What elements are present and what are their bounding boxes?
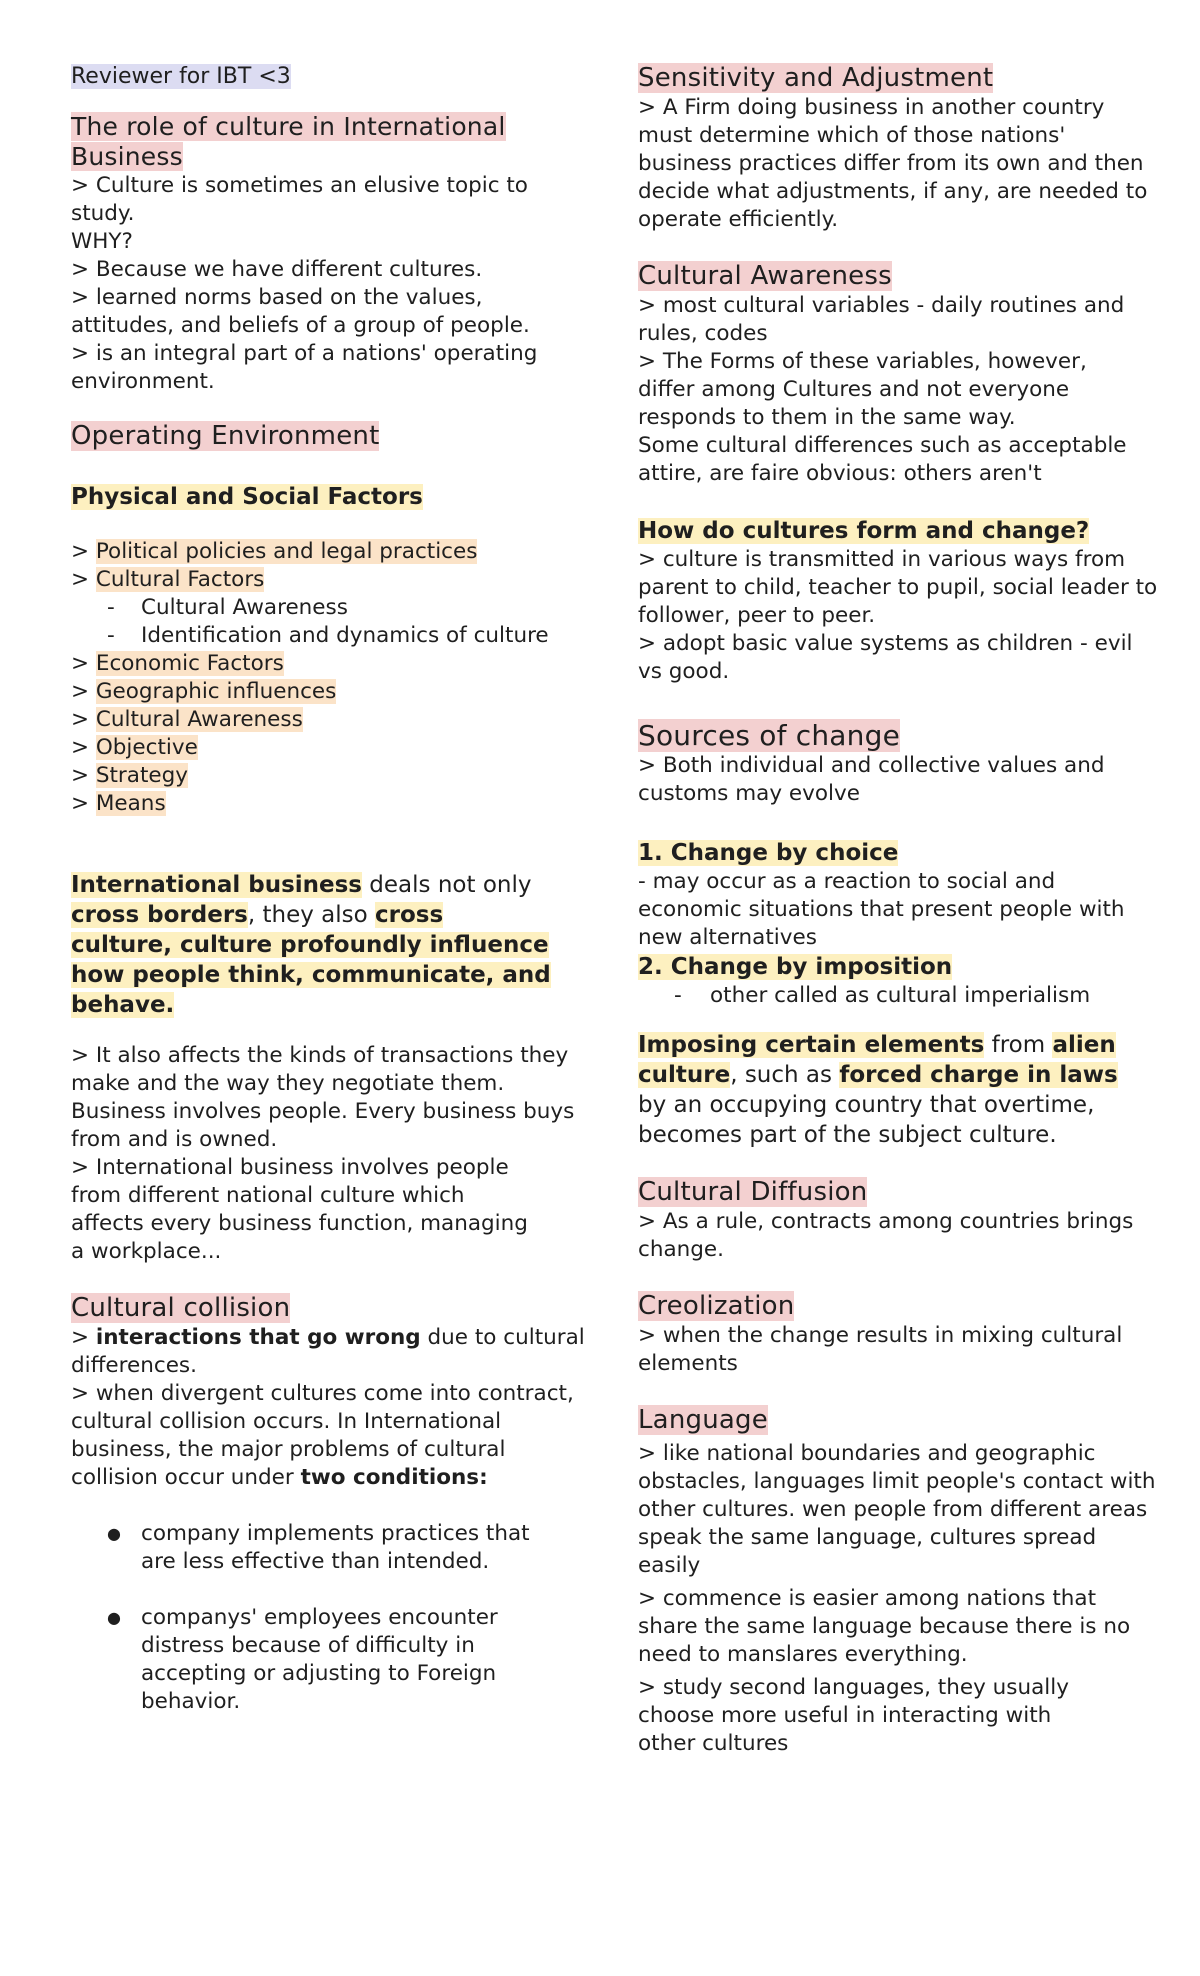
factor-item: > Political policies and legal practices xyxy=(71,539,478,564)
language-heading: Language xyxy=(638,1405,768,1435)
condition-item: ● companys' employees encounter distress because of difficulty in accepting or adjusting to Foreign behavior. xyxy=(71,1604,561,1716)
role-line: > learned norms based on the values, attitudes, and beliefs of a group of people. xyxy=(71,285,530,338)
cultural-collision-heading: Cultural collision xyxy=(71,1293,291,1323)
document-title: Reviewer for IBT <3 xyxy=(71,64,291,89)
factors-list xyxy=(71,538,591,818)
factor-item: > Cultural Awareness xyxy=(71,707,303,732)
awareness-line: > The Forms of these variables, however, differ among Cultures and not everyone responds to them in the same way. xyxy=(638,349,1087,430)
factor-item: > Cultural Factors xyxy=(71,567,265,592)
factor-item: > Objective xyxy=(71,735,198,760)
role-line: > Because we have different cultures. xyxy=(71,257,483,282)
creolization-heading: Creolization xyxy=(638,1291,795,1321)
awareness-line: Some cultural differences such as acceptable attire, are faire obvious: others aren't xyxy=(638,433,1127,486)
factor-item: > Economic Factors xyxy=(71,651,284,676)
form-line: > adopt basic value systems as children - evil vs good. xyxy=(638,631,1133,684)
form-and-change-heading: How do cultures form and change? xyxy=(638,518,1090,544)
factor-item: > Strategy xyxy=(71,763,188,788)
awareness-line: > most cultural variables - daily routines and rules, codes xyxy=(638,293,1125,346)
why-label: WHY? xyxy=(71,229,133,254)
operating-environment-heading: Operating Environment xyxy=(71,421,380,451)
sources-of-change-heading: Sources of change xyxy=(638,719,900,752)
factor-item: > Means xyxy=(71,791,166,816)
cultural-awareness-heading: Cultural Awareness xyxy=(638,261,892,291)
imposing-statement: Imposing certain elements from alien culture, such as forced charge in laws by an occupying country that overtime, becomes part of the subject culture. xyxy=(638,1032,1118,1148)
cultural-diffusion-heading: Cultural Diffusion xyxy=(638,1177,868,1207)
role-line: > is an integral part of a nations' operating environment. xyxy=(71,341,538,394)
factor-item: > Geographic influences xyxy=(71,679,337,704)
physical-social-factors-heading: Physical and Social Factors xyxy=(71,484,423,510)
language-line: > study second languages, they usually choose more useful in interacting with other cultures xyxy=(638,1675,1069,1756)
right-column xyxy=(638,62,1158,1758)
affects-paragraph: > It also affects the kinds of transactions they make and the way they negotiate them. Business involves people. Every business buys from and is owned. xyxy=(71,1043,575,1152)
sources-text: > Both individual and collective values and customs may evolve xyxy=(638,753,1105,806)
role-line: > Culture is sometimes an elusive topic to study. xyxy=(71,173,528,226)
condition-item: ● company implements practices that are less effective than intended. xyxy=(71,1520,561,1576)
diffusion-text: > As a rule, contracts among countries brings change. xyxy=(638,1209,1134,1262)
language-line: > commence is easier among nations that share the same language because there is no need to manslares everything. xyxy=(638,1586,1131,1667)
collision-line: > when divergent cultures come into contract, cultural collision occurs. In International business, the major problems of cultural collision occur under two conditions: xyxy=(71,1381,574,1490)
role-of-culture-heading: The role of culture in International Business xyxy=(71,112,506,171)
sensitivity-adjustment-heading: Sensitivity and Adjustment xyxy=(638,63,994,93)
change-by-imposition-heading: 2. Change by imposition xyxy=(638,954,953,980)
form-line: > culture is transmitted in various ways from parent to child, teacher to pupil, social leader to follower, peer to peer. xyxy=(638,547,1158,628)
factor-subitem: - Cultural Awareness xyxy=(71,594,591,622)
left-column xyxy=(71,62,591,1716)
factor-subitem: - Identification and dynamics of culture xyxy=(71,622,571,650)
collision-conditions-list xyxy=(71,1520,591,1716)
collision-line: > interactions that go wrong due to cultural differences. xyxy=(71,1325,585,1378)
imposition-subitem: - other called as cultural imperialism xyxy=(638,982,1158,1010)
sensitivity-text: > A Firm doing business in another country must determine which of those nations' business practices differ from its own and then decide what adjustments, if any, are needed to operate efficiently. xyxy=(638,95,1148,232)
creolization-text: > when the change results in mixing cultural elements xyxy=(638,1323,1123,1376)
international-business-statement: International business deals not only cross borders, they also cross culture, culture profoundly influence how people think, communicate, and behave. xyxy=(71,872,551,1018)
affects-paragraph: > International business involves people from different national culture which affects every business function, managing a workplace... xyxy=(71,1155,528,1264)
change-by-choice-heading: 1. Change by choice xyxy=(638,840,899,866)
choice-text: - may occur as a reaction to social and economic situations that present people with new alternatives xyxy=(638,869,1125,950)
language-line: > like national boundaries and geographic obstacles, languages limit people's contact with other cultures. wen people from different areas speak the same language, cultures spread easily xyxy=(638,1441,1156,1578)
